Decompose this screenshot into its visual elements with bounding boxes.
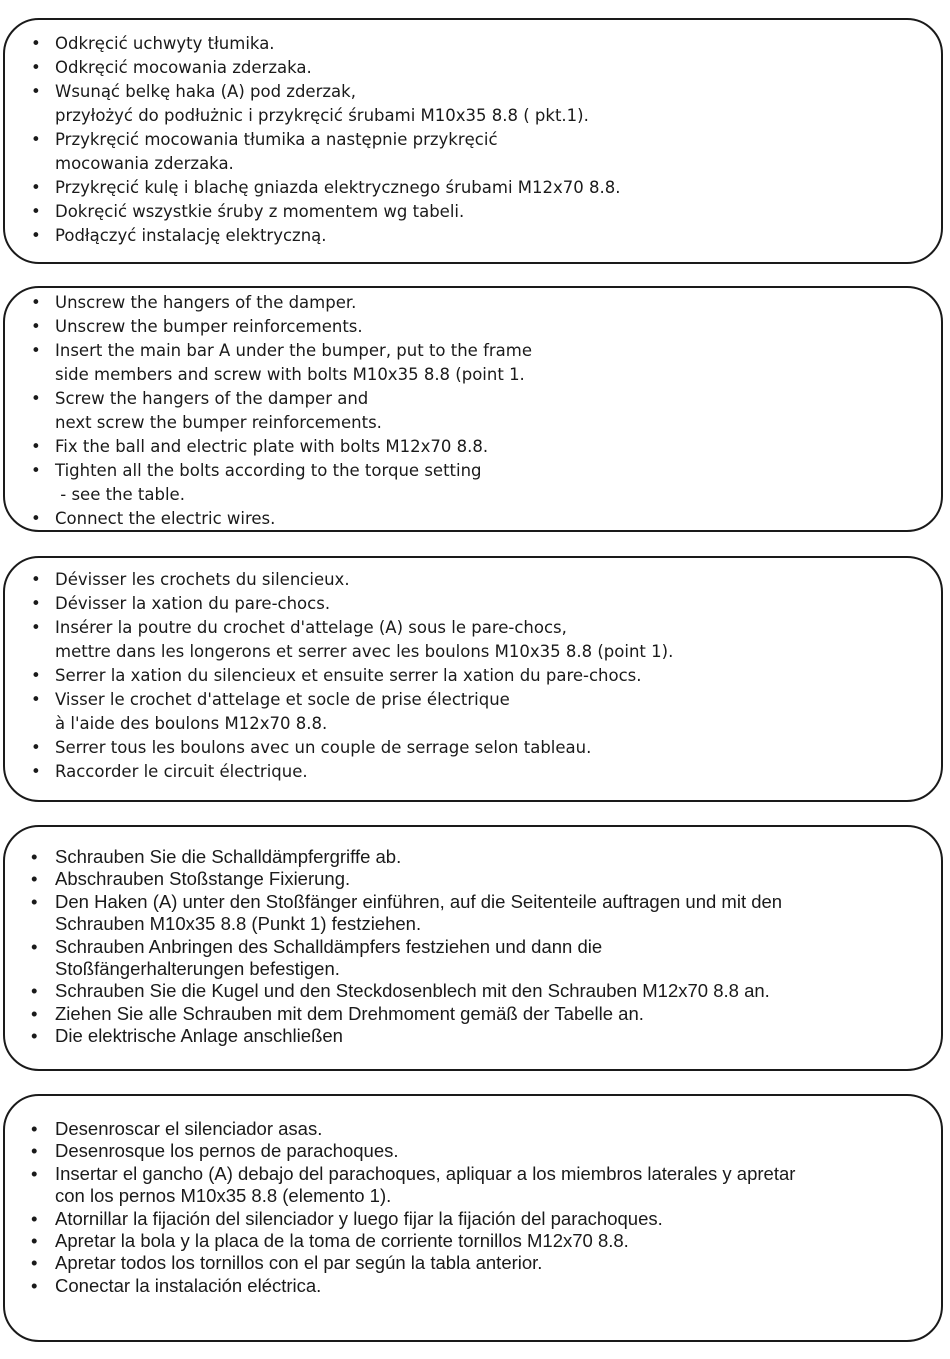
instructions-box-english xyxy=(3,286,943,532)
instructions-box-spanish xyxy=(3,1094,943,1342)
instructions-box-french xyxy=(3,556,943,802)
list-item: • Unscrew the hangers of the damper. xyxy=(5,291,941,315)
list-item: • Abschrauben Stoßstange Fixierung. xyxy=(5,868,941,890)
instructions-box-german xyxy=(3,825,943,1071)
list-item: • Podłączyć instalację elektryczną. xyxy=(5,224,941,248)
list-item: • Connect the electric wires. xyxy=(5,507,941,531)
list-item: • Odkręcić uchwyty tłumika. xyxy=(5,32,941,56)
instructions-box-polish xyxy=(3,18,943,264)
list-item: • Serrer tous les boulons avec un couple de serrage selon tableau. xyxy=(5,736,941,760)
instructions-list-polish xyxy=(5,32,941,248)
list-item: • Atornillar la fijación del silenciador y luego fijar la fijación del parachoques. xyxy=(5,1208,941,1230)
list-item: • Dokręcić wszystkie śruby z momentem wg tabeli. xyxy=(5,200,941,224)
list-item: • Apretar todos los tornillos con el par según la tabla anterior. xyxy=(5,1252,941,1274)
list-item: • Schrauben Sie die Kugel und den Steckdosenblech mit den Schrauben M12x70 8.8 an. xyxy=(5,980,941,1002)
list-item: • Die elektrische Anlage anschließen xyxy=(5,1025,941,1047)
list-item: • Ziehen Sie alle Schrauben mit dem Drehmoment gemäß der Tabelle an. xyxy=(5,1003,941,1025)
list-item: • Unscrew the bumper reinforcements. xyxy=(5,315,941,339)
list-item: • Visser le crochet d'attelage et socle de prise électrique à l'aide des boulons M12x70 8.8. xyxy=(5,688,941,736)
list-item: • Screw the hangers of the damper and next screw the bumper reinforcements. xyxy=(5,387,941,435)
list-item: • Przykręcić kulę i blachę gniazda elektrycznego śrubami M12x70 8.8. xyxy=(5,176,941,200)
list-item: • Den Haken (A) unter den Stoßfänger einführen, auf die Seitenteile auftragen und mit den Schrauben M10x35 8.8 (Punkt 1) festziehen. xyxy=(5,891,941,936)
list-item: • Conectar la instalación eléctrica. xyxy=(5,1275,941,1297)
list-item: • Insert the main bar A under the bumper, put to the frame side members and screw with bolts M10x35 8.8 (point 1. xyxy=(5,339,941,387)
list-item: • Desenrosque los pernos de parachoques. xyxy=(5,1140,941,1162)
instructions-list-spanish xyxy=(5,1118,941,1297)
list-item: • Desenroscar el silenciador asas. xyxy=(5,1118,941,1140)
list-item: • Odkręcić mocowania zderzaka. xyxy=(5,56,941,80)
instructions-list-french xyxy=(5,568,941,784)
list-item: • Dévisser la xation du pare-chocs. xyxy=(5,592,941,616)
list-item: • Schrauben Sie die Schalldämpfergriffe ab. xyxy=(5,846,941,868)
list-item: • Apretar la bola y la placa de la toma de corriente tornillos M12x70 8.8. xyxy=(5,1230,941,1252)
list-item: • Insérer la poutre du crochet d'attelage (A) sous le pare-chocs, mettre dans les longerons et serrer avec les boulons M10x35 8.8 (point 1). xyxy=(5,616,941,664)
list-item: • Insertar el gancho (A) debajo del parachoques, apliquar a los miembros laterales y apretar con los pernos M10x35 8.8 (elemento 1). xyxy=(5,1163,941,1208)
list-item: • Tighten all the bolts according to the torque setting - see the table. xyxy=(5,459,941,507)
list-item: • Serrer la xation du silencieux et ensuite serrer la xation du pare-chocs. xyxy=(5,664,941,688)
instructions-list-german xyxy=(5,846,941,1048)
list-item: • Przykręcić mocowania tłumika a następnie przykręcić mocowania zderzaka. xyxy=(5,128,941,176)
list-item: • Schrauben Anbringen des Schalldämpfers festziehen und dann die Stoßfängerhalterungen befestigen. xyxy=(5,936,941,981)
instructions-list-english xyxy=(5,291,941,531)
list-item: • Dévisser les crochets du silencieux. xyxy=(5,568,941,592)
list-item: • Fix the ball and electric plate with bolts M12x70 8.8. xyxy=(5,435,941,459)
list-item: • Raccorder le circuit électrique. xyxy=(5,760,941,784)
list-item: • Wsunąć belkę haka (A) pod zderzak, przyłożyć do podłużnic i przykręcić śrubami M10x35 8.8 ( pkt.1). xyxy=(5,80,941,128)
